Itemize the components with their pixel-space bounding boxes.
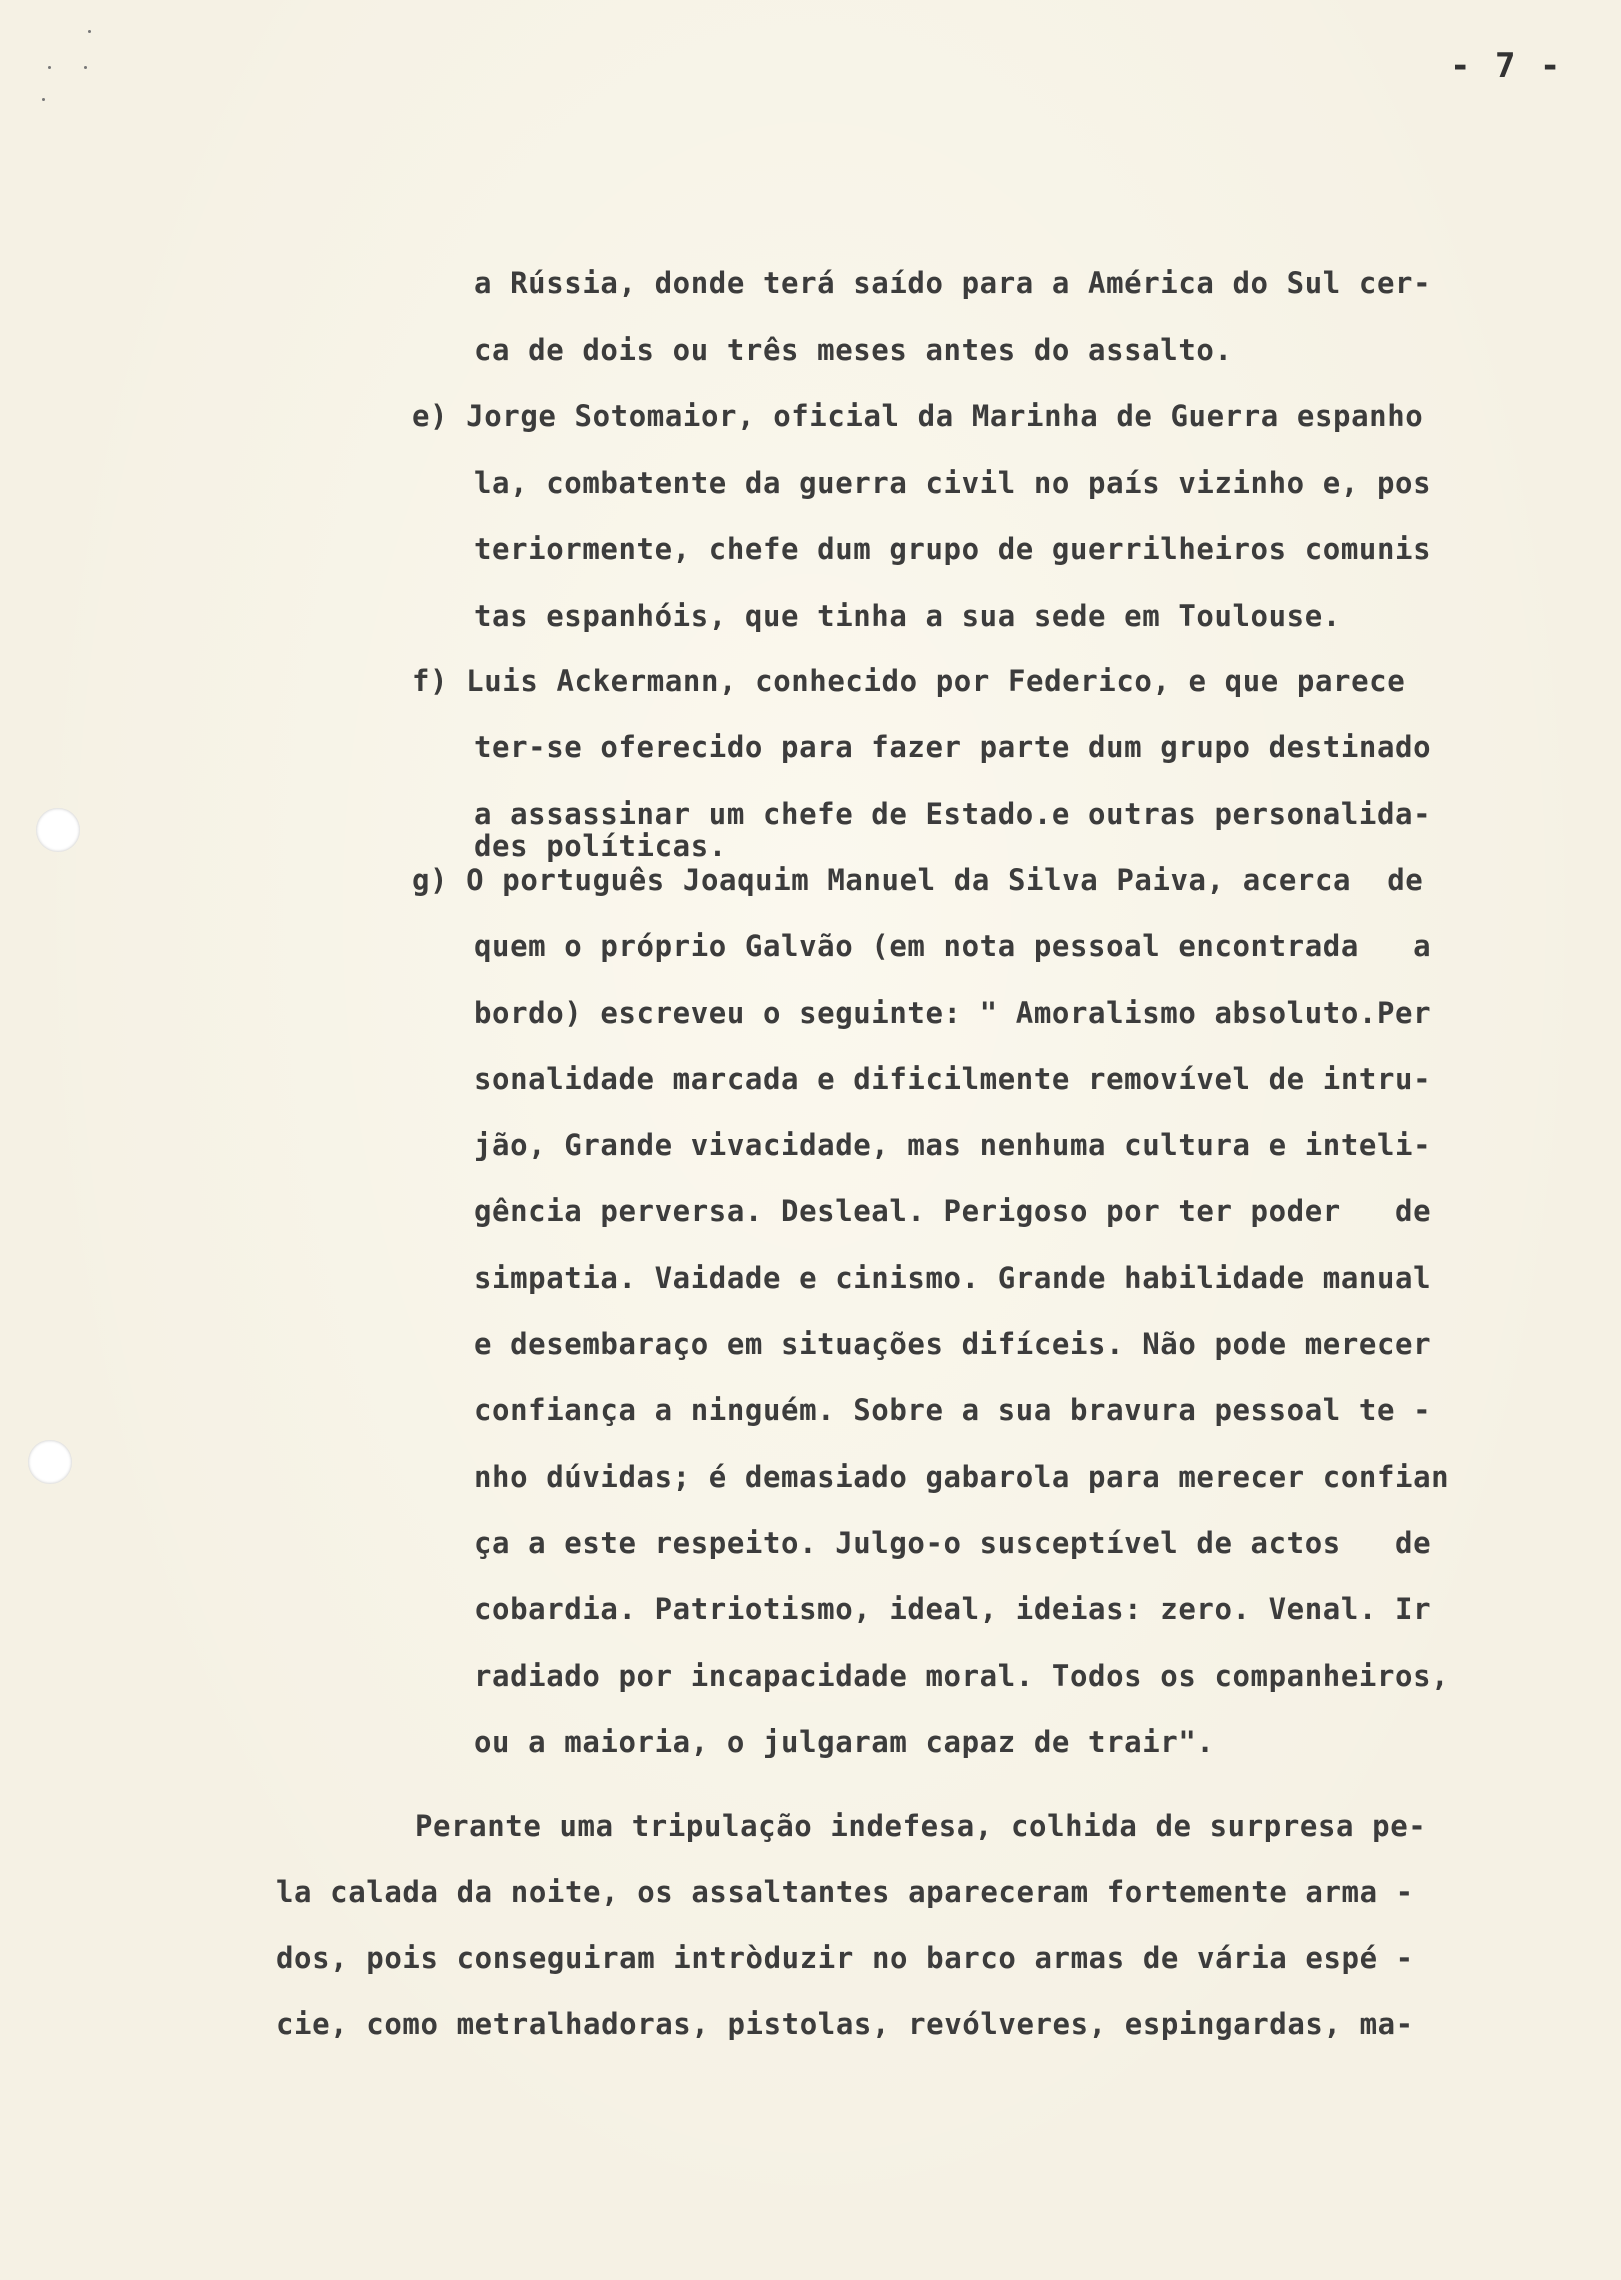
text-line: confiança a ninguém. Sobre a sua bravura pessoal te - (474, 1393, 1432, 1427)
text-line: nho dúvidas; é demasiado gabarola para merecer confian (474, 1460, 1450, 1494)
text-line: ça a este respeito. Julgo-o susceptível de actos de (474, 1526, 1432, 1560)
list-item-e: e) Jorge Sotomaior, oficial da Marinha de Guerra espanho (412, 399, 1424, 433)
text-line: jão, Grande vivacidade, mas nenhuma cultura e inteli- (474, 1128, 1432, 1162)
text-line: bordo) escreveu o seguinte: " Amoralismo absoluto.Per (474, 996, 1432, 1030)
text-line: sonalidade marcada e dificilmente removível de intru- (474, 1062, 1432, 1096)
paragraph-start: Perante uma tripulação indefesa, colhida de surpresa pe- (415, 1809, 1427, 1843)
text-line: radiado por incapacidade moral. Todos os companheiros, (474, 1659, 1450, 1693)
paper-speck (84, 66, 87, 69)
text-line: cobardia. Patriotismo, ideal, ideias: zero. Venal. Ir (474, 1592, 1432, 1626)
text-line: a Rússia, donde terá saído para a América do Sul cer- (474, 266, 1432, 300)
text-line: la, combatente da guerra civil no país vizinho e, pos (474, 466, 1432, 500)
text-line: ter-se oferecido para fazer parte dum grupo destinado (474, 730, 1432, 764)
text-line: quem o próprio Galvão (em nota pessoal encontrada a (474, 929, 1432, 963)
page-number: - 7 - (1450, 46, 1563, 86)
punch-hole-top (36, 808, 80, 852)
punch-hole-bottom (28, 1440, 72, 1484)
text-line: e desembaraço em situações difíceis. Não pode merecer (474, 1327, 1432, 1361)
text-line: tas espanhóis, que tinha a sua sede em Toulouse. (474, 599, 1341, 633)
text-line: ou a maioria, o julgaram capaz de trair". (474, 1725, 1215, 1759)
text-line: cie, como metralhadoras, pistolas, revólveres, espingardas, ma- (276, 2007, 1414, 2041)
text-line: des políticas. (474, 829, 727, 863)
paper-speck (42, 98, 45, 101)
text-line: ca de dois ou três meses antes do assalto. (474, 333, 1233, 367)
text-line: simpatia. Vaidade e cinismo. Grande habilidade manual (474, 1261, 1432, 1295)
list-item-f: f) Luis Ackermann, conhecido por Federico, e que parece (412, 664, 1406, 698)
text-line: dos, pois conseguiram intròduzir no barco armas de vária espé - (276, 1941, 1414, 1975)
text-line: a assassinar um chefe de Estado.e outras personalida- (474, 797, 1432, 831)
paper-speck (48, 66, 51, 69)
paper-speck (88, 30, 91, 33)
text-line: gência perversa. Desleal. Perigoso por ter poder de (474, 1194, 1432, 1228)
text-line: teriormente, chefe dum grupo de guerrilheiros comunis (474, 532, 1432, 566)
text-line: la calada da noite, os assaltantes apareceram fortemente arma - (276, 1875, 1414, 1909)
list-item-g: g) O português Joaquim Manuel da Silva Paiva, acerca de (412, 863, 1424, 897)
